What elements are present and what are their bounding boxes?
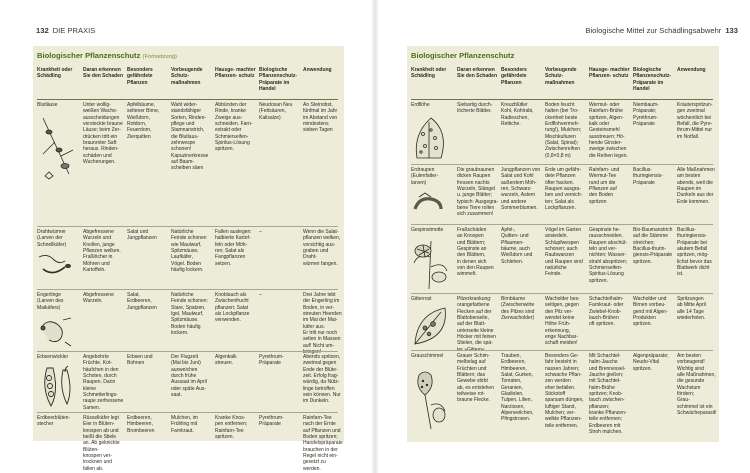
- damage-description: Pilzerkrankung: orangefarbene Flecken auf der Blattoberseite, auf der Blatt- unterseite kleine Höcker mit feinen Stielen, die spä- ter »Gittern«.: [457, 296, 496, 353]
- row-divider: [37, 226, 338, 227]
- right-page: [378, 0, 750, 473]
- homemade-remedy: Algenkalk streuen.: [215, 354, 237, 367]
- commercial-products: –: [259, 229, 262, 235]
- web-moth-branch-illustration: [409, 237, 451, 291]
- affected-plants: Erbsen und Bohnen: [127, 354, 153, 367]
- commercial-products: Neudosan Neu (Fettsäuren, Kalisalze): [259, 102, 293, 121]
- affected-plants: Jungpflanzen von Salat und Kohl außerdem Möh- ren, Schwarz- wurzeln, Astern und andere Sommerblumen.: [501, 167, 541, 212]
- row-divider: [37, 351, 338, 352]
- application-notes: Kräuterspritzun- gen zweimal wöchentlich bei Befall, die Pyre- thrum-Mittel nur im Notfall.: [677, 102, 713, 140]
- homemade-remedy: Kranke Knos- pen entfernen; Rainfarn-Tee spritzen.: [215, 415, 248, 441]
- application-notes: Bacillus- thuringiensis- Präparate bei akutem Befall spritzen, mög- lichst bevor das Blattwerk dicht ist.: [677, 227, 712, 278]
- table-row: [407, 353, 719, 442]
- damage-description: Abgefressene Wurzeln.: [83, 292, 114, 305]
- commercial-products: Bacillus- thuringiensis- Präparate: [633, 167, 663, 186]
- pest-name: Drahtwürmer (Larven der Schnellkäfer): [37, 229, 67, 248]
- header-divider: [37, 99, 338, 100]
- damage-description: Rüsselkäfer legt Eier in Blüten- knospen ab und beißt die Stiele an. Ab geknickte Blüten- knospen ver- trocknen und fallen ab.: [83, 415, 120, 472]
- rust-leaf-illustration: [409, 304, 451, 350]
- column-header-pest: Krankheit oder Schädling: [411, 67, 447, 80]
- application-notes: Wenn die Salat- pflanzen welken, vorsichtig aus- graben und Draht- würmer fangen.: [303, 229, 341, 267]
- pest-name: Grauschimmel: [411, 353, 444, 359]
- table-title: Biologischer Pflanzenschutz: [411, 51, 515, 60]
- commercial-products: Wacholder und Birnen vorbeu- gend mit Algen- Produkten spritzen.: [633, 296, 668, 328]
- affected-plants: Trauben, Erdbeeren, Himbeeren, Salat, Gurken, Tomaten, Geranien, Gladiolen, Tulpen, Lilien, Narzissen, Alpenveilchen, Pfingstrosen.: [501, 353, 534, 423]
- commercial-products: Pyrethrum- Präparate: [259, 415, 284, 428]
- prevention-measures: Vögel im Garten ansiedeln. Schlupfwespen schonen; auch Raubwanzen und Raupen sind natürliche Feinde.: [545, 227, 583, 278]
- application-notes: An Steinobst, fünfmal im Jahr im Abstand von mindestens sieben Tagen: [303, 102, 338, 134]
- column-header-products: Biologische Pflanzenschutz- Präparate im Handel: [259, 67, 298, 92]
- page-number: 132: [36, 26, 49, 35]
- pest-name: Gespinstmotte: [411, 227, 444, 233]
- column-header-pest: Krankheit oder Schädling: [37, 67, 73, 80]
- row-divider: [411, 224, 713, 225]
- damage-description: Fraßschäden an Knospen und Blättern; Gespinste an den Blättern, in denen sich von den Raupen wimmelt.: [457, 227, 494, 278]
- application-notes: Am besten vorbeugend! Wichtig sind alle Maßnahmen, die gesunde Wachstum fördern; Grau- schimmel ist ein Schwächeparasit!: [677, 353, 717, 417]
- column-header-prevention: Vorbeugende Schutz- maßnahmen: [545, 67, 577, 86]
- homemade-remedy: Abbürsten der Rinde, kranke Zweige aus- schneiden. Farn- extrakt oder Schmierseifen- Spiritus-Lösung spritzen.: [215, 102, 253, 153]
- application-notes: Alle Maßnahmen am besten abends, weil die Raupen im Dunkeln aus der Erde kommen.: [677, 167, 715, 205]
- table-row: [407, 167, 719, 223]
- table-row: [407, 227, 719, 292]
- prevention-measures: Wahl wider- standsfähiger Sorten, Rinden- pflege und Stamnanstrich, die Blutlaus- zehrwespe schonen! Kapuzinerkresse auf Baum- scheiben säen: [171, 102, 209, 172]
- column-header-damage: Daran erkennen Sie den Schaden: [83, 67, 124, 80]
- affected-plants: Salat und Jungpflanzen: [127, 229, 157, 242]
- homemade-remedy: Schachtelhalm- Farnkraut- oder Zwiebel-Knob- lauch-Brühen oft spritzen.: [589, 296, 624, 328]
- table-row: [33, 415, 344, 473]
- pest-name: Erdbeerblüten- stecher: [37, 415, 71, 428]
- affected-plants: Salat, Erdbeeren, Jungpflanzen: [127, 292, 157, 311]
- damage-description: Abgefressene Wurzeln und Knollen, junge Pflanzen welken. Fraßlöcher in Möhren und Kartoffeln.: [83, 229, 121, 274]
- column-header-damage: Daran erkennen Sie den Schaden: [457, 67, 498, 80]
- application-notes: Rainfarn-Tee nach der Ernte auf Pflanzen und Boden spritzen; Handelspräparate brauchen in der Regel nicht ein- gesetzt zu werden.: [303, 415, 343, 472]
- commercial-products: Niembaum- Präparate; Pyrethrum- Präparate: [633, 102, 659, 128]
- column-header-plants: Besonders gefährdete Pflanzen: [127, 67, 153, 86]
- commercial-products: Algenpräparate; Neudo-Vital spritzen.: [633, 353, 669, 372]
- prevention-measures: Natürliche Feinde schonen: Stare, Spatzen, Igel, Maulwurf, Spitzmäuse. Boden häufig lockern.: [171, 292, 208, 337]
- table-title-continuation: (Fortsetzung): [142, 54, 177, 60]
- homemade-remedy: Wermut- oder Rainfarn-Brühe spritzen, Algen- kalk oder Gesteinsmehl ausstreuen; Hö- hende Ginster- zweige zwischen die Reihen legen.: [589, 102, 628, 159]
- pest-name: Erdraupen (Eulenfalter- larven): [411, 167, 439, 186]
- table-title-text: Biologischer Pflanzenschutz: [37, 51, 141, 60]
- pest-name: Erdflöhe: [411, 102, 430, 108]
- row-divider: [37, 289, 338, 290]
- column-header-prevention: Vorbeugende Schutz- maßnahmen: [171, 67, 203, 86]
- column-header-homemade: Hausge- machter Pflanzen- schutz: [589, 67, 630, 80]
- affected-plants: Erdbeeren, Himbeeren, Brombeeren: [127, 415, 155, 434]
- affected-plants: Birnbäume (Zwischenwirte des Pilzes sind Zierwacholder): [501, 296, 535, 322]
- damage-description: Angebohrte Früchte. Kot- häufchen in den Schoten, durch Raupen. Darin kleine Schmetterlings- raupe zerfressene Samen.: [83, 354, 124, 411]
- table-row: [407, 296, 719, 353]
- left-page-header: [36, 26, 95, 35]
- pest-name: Gitterrost: [411, 296, 432, 302]
- column-header-plants: Besonders gefährdete Pflanzen: [501, 67, 527, 86]
- application-notes: Spritzungen ab Mitte April alle 14 Tage wiederholen.: [677, 296, 706, 322]
- prevention-measures: Besonders Ge- fahr besteht in nassen Jahren; schwache Pflan- zen werden eher befallen. Stickstoff sparsam düngen, luftiger Stand, Mulchen; ver- welkte Pflanzen- teile entfernen.: [545, 353, 584, 429]
- grub-illustration: [35, 314, 77, 348]
- table-row: [33, 292, 344, 356]
- homemade-remedy: Gespinste he- rausschneiden. Raupen abschüt- teln und ver- nichten; Wasser- strahl abspritzen; Schmierseifen- Spiritus-Lösung spritzen.: [589, 227, 628, 284]
- commercial-products: –: [259, 292, 262, 298]
- table-row: [33, 102, 344, 225]
- running-head: Biologische Mittel zur Schädlingsabwehr: [585, 26, 722, 35]
- prevention-measures: Natürliche Feinde schonen wie Maulwurf, Spitzmäuse, Laufkäfer, Vögel. Boden häufig lockern.: [171, 229, 207, 274]
- affected-plants: Kreuzblütler Kohl, Kohlrabi, Radieschen, Rettiche.: [501, 102, 534, 128]
- pea-pod-illustration: [35, 364, 77, 410]
- right-page-header: [585, 26, 738, 35]
- application-notes: Drei Jahre lebt der Engerling im Boden, in ver- streuten Heerden im Mai der Mai- käfer aus. Er tritt nur noch selten in Massen auf! Nicht um- bringen!: [303, 292, 342, 356]
- column-header-homemade: Hausge- machter Pflanzen- schutz: [215, 67, 256, 80]
- pest-name: Engerlinge (Larven des Maikäfers): [37, 292, 64, 311]
- column-header-application: Anwendung: [303, 67, 332, 73]
- column-header-application: Anwendung: [677, 67, 706, 73]
- affected-plants: Apfel-, Quitten- und Pflaumen- bäume, auch Weißdorn und Schlehen.: [501, 227, 533, 265]
- column-header-products: Biologische Pflanzenschutz- Präparate im Handel: [633, 67, 672, 92]
- row-divider: [411, 293, 713, 294]
- table-row: [33, 354, 344, 411]
- damage-description: Unter wollig- weißen Wachs- ausscheidungen versteckte braune Läuse; beim Zer- drücken tritt ein braunroter Saft heraus. Rinden- schäden und Wucherungen.: [83, 102, 123, 166]
- row-divider: [411, 164, 713, 165]
- row-divider: [37, 412, 338, 413]
- homemade-remedy: Mit Schachtel- halm-Jauche und Brennessel- Jauche gießen; mit Schachtel- halm-Brühe spritzen; Knob- lauch zwischen- pflanzen; kranke Pflanzen- teile entfernen; Erdbeeren mit Stroh mulchen.: [589, 353, 627, 436]
- aphid-twig-illustration: [35, 114, 77, 184]
- application-notes: Abends spritzen, zweimal gegen Ende der Blüte- zeit. Erfolg frag- würdig, da Nütz- linge betroffen sein können. Nur im Dunkeln.: [303, 354, 341, 405]
- prevention-measures: Erde um gefähr- dete Pflanzen öfter hacken. Raupen ausgra- ben und vernich- ten; Salat als Lockpflanzen.: [545, 167, 583, 212]
- damage-description: Die graubraunen dicken Raupen fressen nachts Wurzeln, Stängel u. junge Blätter; typisch: Ausgegra- bene Tiere rollen sich zusammen!: [457, 167, 499, 218]
- prevention-measures: Wacholder bes- seitigen, gegen den Pilz ver- wendet keine Höhe Früh- erkennung, enge Nachbar- schaft meiden!: [545, 296, 580, 347]
- wireworm-illustration: [35, 249, 77, 281]
- table-row: [33, 229, 344, 288]
- commercial-products: Bio-Baumanstrich auf die Stämme streichen; Bacillus-thurin- giensis-Präparate spritzen.: [633, 227, 673, 265]
- left-page: [0, 0, 372, 473]
- pest-name: Blutläuse: [37, 102, 58, 108]
- commercial-products: Pyrethrum- Präparate: [259, 354, 284, 367]
- pest-name: Erbsenwickler: [37, 354, 69, 360]
- row-divider: [411, 350, 713, 351]
- table-panel: [407, 46, 719, 442]
- table-panel: [33, 46, 344, 472]
- flea-beetle-leaf-illustration: [409, 114, 451, 162]
- prevention-measures: Mulchen, im Frühling mit Farnkraut.: [171, 415, 198, 434]
- damage-description: Siebartig durch- löcherte Blätter.: [457, 102, 493, 115]
- running-head: DIE PRAXIS: [52, 26, 96, 35]
- grey-mould-fruit-illustration: [409, 365, 451, 435]
- homemade-remedy: Knoblauch als Zwischenfrucht pflanzen; Salat als Lockpflanze verwenden.: [215, 292, 250, 324]
- affected-plants: Apfelbäume, seltener Birne, Weißdorn, Rotdorn, Feuerdorn, Zierquitten: [127, 102, 160, 140]
- damage-description: Grauer Schim- melbelag auf Früchten und Blättern; das Gewebe stirbt ab, es entstehen teilweise rot- braune Flecke.: [457, 353, 494, 404]
- cutworm-illustration: [409, 189, 451, 219]
- table-row: [407, 102, 719, 164]
- prevention-measures: Der Flugzeit (Mai bis Juni) ausweichen durch frühe Aussaat im April oder späte Aus- saat.: [171, 354, 207, 399]
- table-title: [37, 51, 177, 60]
- prevention-measures: Boden feucht halten (bei Tro- ckenheit beste Erdflohvermeh- rung!), Mulchen; Mischkulturen (Salat, Spinat); Zwischenreihen (0,8×0,8 m): [545, 102, 582, 159]
- header-divider: [411, 99, 713, 100]
- homemade-remedy: Fallen auslegen: halbierte Kartof- feln oder Möh- ren; Salat als Fangpflanzen setzen.: [215, 229, 252, 267]
- homemade-remedy: Rainfarn- und Wermut-Tee rund um die Pflanzen auf den Boden spritzen: [589, 167, 620, 205]
- page-number: 133: [725, 26, 738, 35]
